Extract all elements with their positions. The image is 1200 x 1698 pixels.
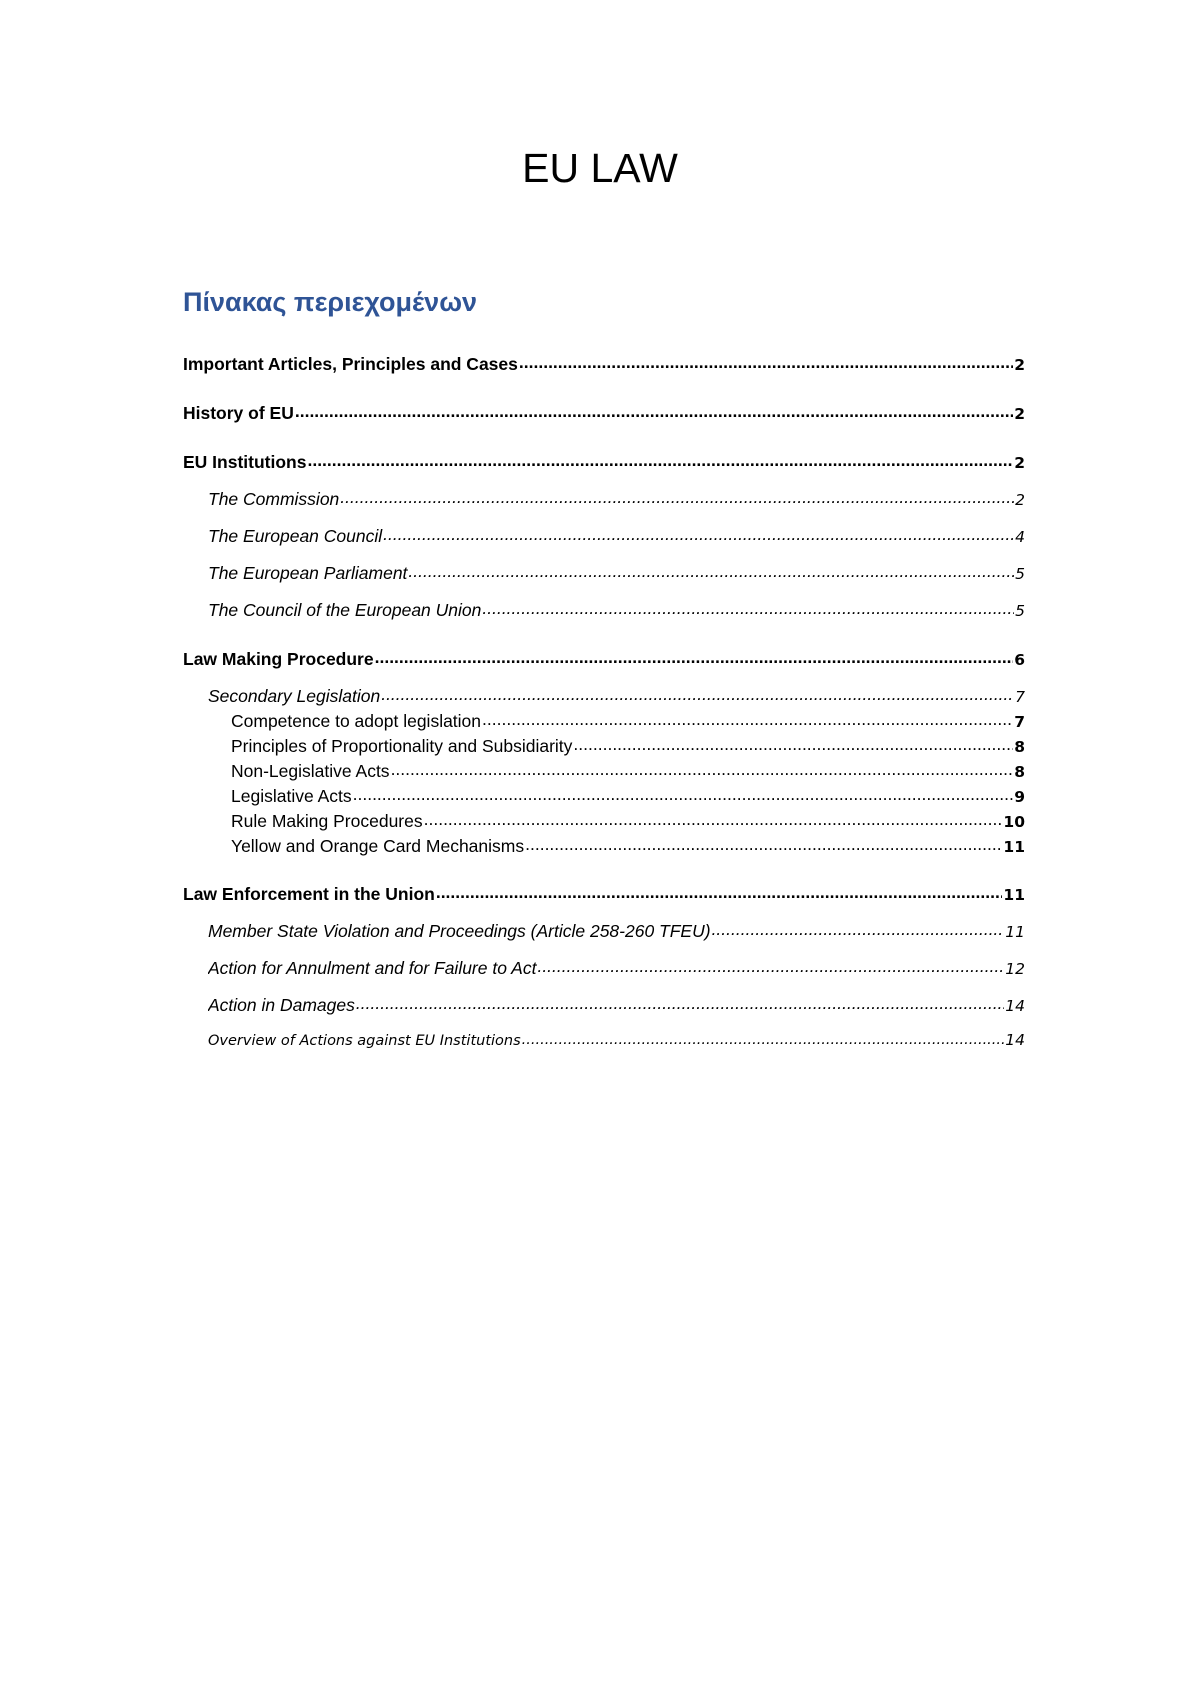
toc-entry[interactable] [208, 487, 1025, 511]
toc-entry-title: Non-Legislative Acts [231, 760, 390, 781]
toc-entry-page: 14 [1005, 1030, 1025, 1049]
toc-entry[interactable] [208, 919, 1025, 943]
toc-entry-page: 6 [1014, 650, 1025, 669]
toc-leader-dots [408, 561, 1014, 579]
toc-entry-page: 2 [1015, 490, 1025, 509]
toc-leader-dots [712, 919, 1005, 937]
toc-entry-page: 12 [1005, 959, 1025, 978]
toc-entry-title: Overview of Actions against EU Institutions [208, 1032, 521, 1049]
toc-entry-title: Secondary Legislation [208, 685, 381, 706]
toc-leader-dots [353, 784, 1014, 802]
toc-entry-title: Yellow and Orange Card Mechanisms [231, 835, 525, 856]
toc-entry-page: 8 [1014, 762, 1025, 781]
toc-entry-title: Competence to adopt legislation [231, 710, 482, 731]
toc-entry-title: Action in Damages [208, 994, 355, 1015]
toc-entry-title: The European Parliament [208, 562, 408, 583]
toc-entry[interactable] [208, 561, 1025, 585]
toc-entry-page: 11 [1005, 922, 1025, 941]
toc-entry[interactable] [183, 352, 1025, 376]
toc-leader-dots [295, 401, 1013, 419]
toc-entry[interactable] [231, 834, 1025, 858]
toc-leader-dots [436, 882, 1003, 900]
toc-entry-title: The Council of the European Union [208, 599, 482, 620]
toc-entry[interactable] [208, 598, 1025, 622]
toc-entry[interactable] [208, 524, 1025, 548]
toc-entry-title: Law Enforcement in the Union [183, 883, 435, 904]
toc-entry[interactable] [183, 450, 1025, 474]
toc-leader-dots [383, 524, 1014, 542]
toc-leader-dots [307, 450, 1013, 468]
toc-leader-dots [381, 684, 1014, 702]
toc-leader-dots [522, 1030, 1005, 1045]
toc-entry-title: The European Council [208, 525, 383, 546]
toc-entry-page: 7 [1014, 712, 1025, 731]
toc-entry-title: Rule Making Procedures [231, 810, 423, 831]
toc-entry[interactable] [231, 734, 1025, 758]
toc-entry-title: History of EU [183, 402, 294, 423]
toc-heading: Πίνακας περιεχομένων [183, 287, 478, 317]
toc-entry[interactable] [231, 759, 1025, 783]
toc-entry-title: Important Articles, Principles and Cases [183, 353, 518, 374]
toc-entry-page: 8 [1014, 737, 1025, 756]
toc-entry[interactable] [231, 784, 1025, 808]
toc-entry[interactable] [208, 684, 1025, 708]
toc-leader-dots [573, 734, 1013, 752]
toc-entry-title: Principles of Proportionality and Subsidiarity [231, 735, 573, 756]
toc-entry[interactable] [208, 993, 1025, 1017]
toc-leader-dots [340, 487, 1014, 505]
toc-entry[interactable] [183, 647, 1025, 671]
toc-entry-page: 14 [1005, 996, 1025, 1015]
toc-entry[interactable] [208, 956, 1025, 980]
toc-entry-page: 7 [1015, 687, 1025, 706]
toc-leader-dots [356, 993, 1004, 1011]
toc-entry-page: 11 [1003, 837, 1025, 856]
toc-leader-dots [482, 709, 1013, 727]
toc-entry[interactable] [183, 401, 1025, 425]
toc-entry-title: EU Institutions [183, 451, 307, 472]
toc-entry-title: Legislative Acts [231, 785, 352, 806]
toc-leader-dots [525, 834, 1002, 852]
toc-entry-page: 11 [1003, 885, 1025, 904]
toc-entry-page: 2 [1014, 355, 1025, 374]
toc-entry[interactable] [183, 882, 1025, 906]
toc-entry-page: 10 [1003, 812, 1025, 831]
toc-entry-page: 4 [1015, 527, 1025, 546]
toc-leader-dots [391, 759, 1014, 777]
toc-entry-title: The Commission [208, 488, 340, 509]
toc-leader-dots [537, 956, 1004, 974]
toc-entry-page: 2 [1014, 453, 1025, 472]
toc-entry-title: Action for Annulment and for Failure to Act [208, 957, 537, 978]
toc-entry-page: 5 [1015, 564, 1025, 583]
toc-entry[interactable] [208, 1030, 1025, 1054]
document-title: EU LAW [522, 145, 678, 191]
toc-entry-page: 2 [1014, 404, 1025, 423]
toc-entry[interactable] [231, 809, 1025, 833]
toc-leader-dots [375, 647, 1014, 665]
toc-leader-dots [424, 809, 1003, 827]
toc-entry-page: 9 [1014, 787, 1025, 806]
toc-leader-dots [519, 352, 1013, 370]
toc-entry-title: Member State Violation and Proceedings (Article 258-260 TFEU) [208, 920, 711, 941]
toc-entry-title: Law Making Procedure [183, 648, 374, 669]
toc-entry[interactable] [231, 709, 1025, 733]
toc-leader-dots [482, 598, 1014, 616]
toc-entry-page: 5 [1015, 601, 1025, 620]
